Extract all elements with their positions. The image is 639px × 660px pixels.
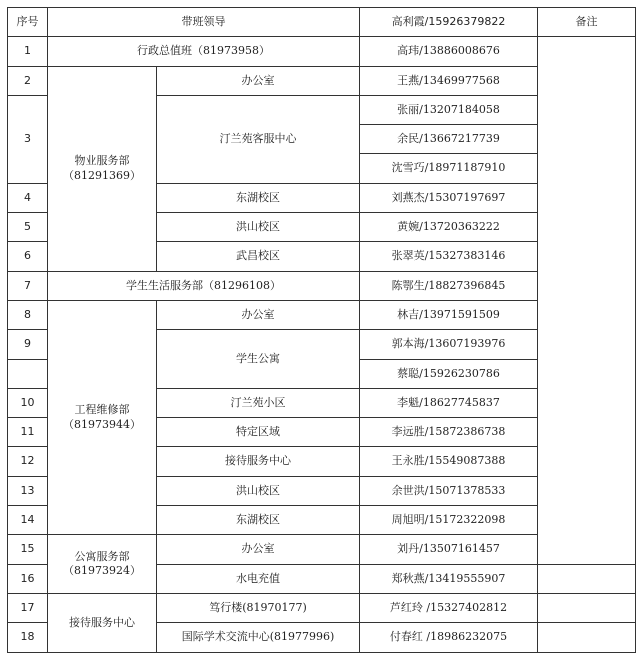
row-number: 8 bbox=[8, 300, 48, 329]
contact-cell: 余世洪/15071378533 bbox=[360, 476, 538, 505]
unit-cell: 汀兰苑小区 bbox=[157, 388, 360, 417]
table-header-row bbox=[8, 8, 636, 37]
department-name: 物业服务部 bbox=[74, 154, 130, 168]
contact-cell: 张翠英/15327383146 bbox=[360, 242, 538, 271]
row-number-empty bbox=[8, 359, 48, 388]
row-number: 2 bbox=[8, 66, 48, 95]
unit-cell: 办公室 bbox=[157, 66, 360, 95]
department-name: 公寓服务部 bbox=[74, 549, 130, 563]
unit-cell: 笃行楼(81970177) bbox=[157, 593, 360, 622]
unit-cell: 水电充值 bbox=[157, 564, 360, 593]
contact-cell: 李远胜/15872386738 bbox=[360, 418, 538, 447]
unit-cell: 洪山校区 bbox=[157, 476, 360, 505]
contact-cell: 余民/13667217739 bbox=[360, 125, 538, 154]
department-cell: 学生生活服务部（81296108） bbox=[48, 271, 360, 300]
contact-cell: 周旭明/15172322098 bbox=[360, 506, 538, 535]
row-number: 17 bbox=[8, 593, 48, 622]
header-leader: 带班领导 bbox=[48, 8, 360, 37]
unit-cell: 特定区域 bbox=[157, 418, 360, 447]
row-number: 3 bbox=[8, 95, 48, 183]
contact-cell: 付春红 /18986232075 bbox=[360, 623, 538, 652]
contact-cell: 王永胜/15549087388 bbox=[360, 447, 538, 476]
contact-cell: 黄婉/13720363222 bbox=[360, 213, 538, 242]
contact-cell: 高玮/13886008676 bbox=[360, 37, 538, 66]
unit-cell: 洪山校区 bbox=[157, 213, 360, 242]
department-phone: （81973924） bbox=[63, 564, 141, 578]
unit-cell: 办公室 bbox=[157, 535, 360, 564]
contact-cell: 芦红玲 /15327402812 bbox=[360, 593, 538, 622]
unit-cell: 汀兰苑客服中心 bbox=[157, 95, 360, 183]
unit-cell: 武昌校区 bbox=[157, 242, 360, 271]
department-phone: （81973944） bbox=[63, 417, 141, 431]
row-number: 4 bbox=[8, 183, 48, 212]
contact-cell: 李魁/18627745837 bbox=[360, 388, 538, 417]
contact-cell: 郭本海/13607193976 bbox=[360, 330, 538, 359]
department-cell bbox=[48, 66, 157, 271]
department-cell bbox=[48, 535, 157, 594]
row-number: 18 bbox=[8, 623, 48, 652]
duty-roster-table bbox=[7, 7, 636, 653]
row-number: 6 bbox=[8, 242, 48, 271]
row-number: 10 bbox=[8, 388, 48, 417]
department-cell bbox=[48, 300, 157, 534]
department-phone: （81291369） bbox=[63, 168, 141, 182]
department-cell: 行政总值班（81973958） bbox=[48, 37, 360, 66]
table-row bbox=[8, 37, 636, 66]
row-number: 13 bbox=[8, 476, 48, 505]
contact-cell: 林吉/13971591509 bbox=[360, 300, 538, 329]
row-number: 12 bbox=[8, 447, 48, 476]
department-cell: 接待服务中心 bbox=[48, 593, 157, 652]
header-note: 备注 bbox=[538, 8, 636, 37]
contact-cell: 刘燕杰/15307197697 bbox=[360, 183, 538, 212]
note-cell bbox=[538, 564, 636, 593]
row-number: 7 bbox=[8, 271, 48, 300]
table-row bbox=[8, 593, 636, 622]
note-cell bbox=[538, 37, 636, 564]
note-cell bbox=[538, 623, 636, 652]
contact-cell: 沈雪巧/18971187910 bbox=[360, 154, 538, 183]
unit-cell: 接待服务中心 bbox=[157, 447, 360, 476]
header-seq: 序号 bbox=[8, 8, 48, 37]
contact-cell: 王燕/13469977568 bbox=[360, 66, 538, 95]
unit-cell: 东湖校区 bbox=[157, 183, 360, 212]
row-number: 1 bbox=[8, 37, 48, 66]
note-cell bbox=[538, 593, 636, 622]
row-number: 16 bbox=[8, 564, 48, 593]
unit-cell: 国际学术交流中心(81977996) bbox=[157, 623, 360, 652]
row-number: 15 bbox=[8, 535, 48, 564]
row-number: 9 bbox=[8, 330, 48, 359]
contact-cell: 刘丹/13507161457 bbox=[360, 535, 538, 564]
contact-cell: 张丽/13207184058 bbox=[360, 95, 538, 124]
row-number: 14 bbox=[8, 506, 48, 535]
department-name: 工程维修部 bbox=[74, 403, 130, 417]
unit-cell: 学生公寓 bbox=[157, 330, 360, 389]
contact-cell: 郑秋燕/13419555907 bbox=[360, 564, 538, 593]
header-top-leader: 高利霞/15926379822 bbox=[360, 8, 538, 37]
row-number: 11 bbox=[8, 418, 48, 447]
contact-cell: 陈鄂生/18827396845 bbox=[360, 271, 538, 300]
unit-cell: 东湖校区 bbox=[157, 506, 360, 535]
contact-cell: 蔡聪/15926230786 bbox=[360, 359, 538, 388]
row-number: 5 bbox=[8, 213, 48, 242]
unit-cell: 办公室 bbox=[157, 300, 360, 329]
